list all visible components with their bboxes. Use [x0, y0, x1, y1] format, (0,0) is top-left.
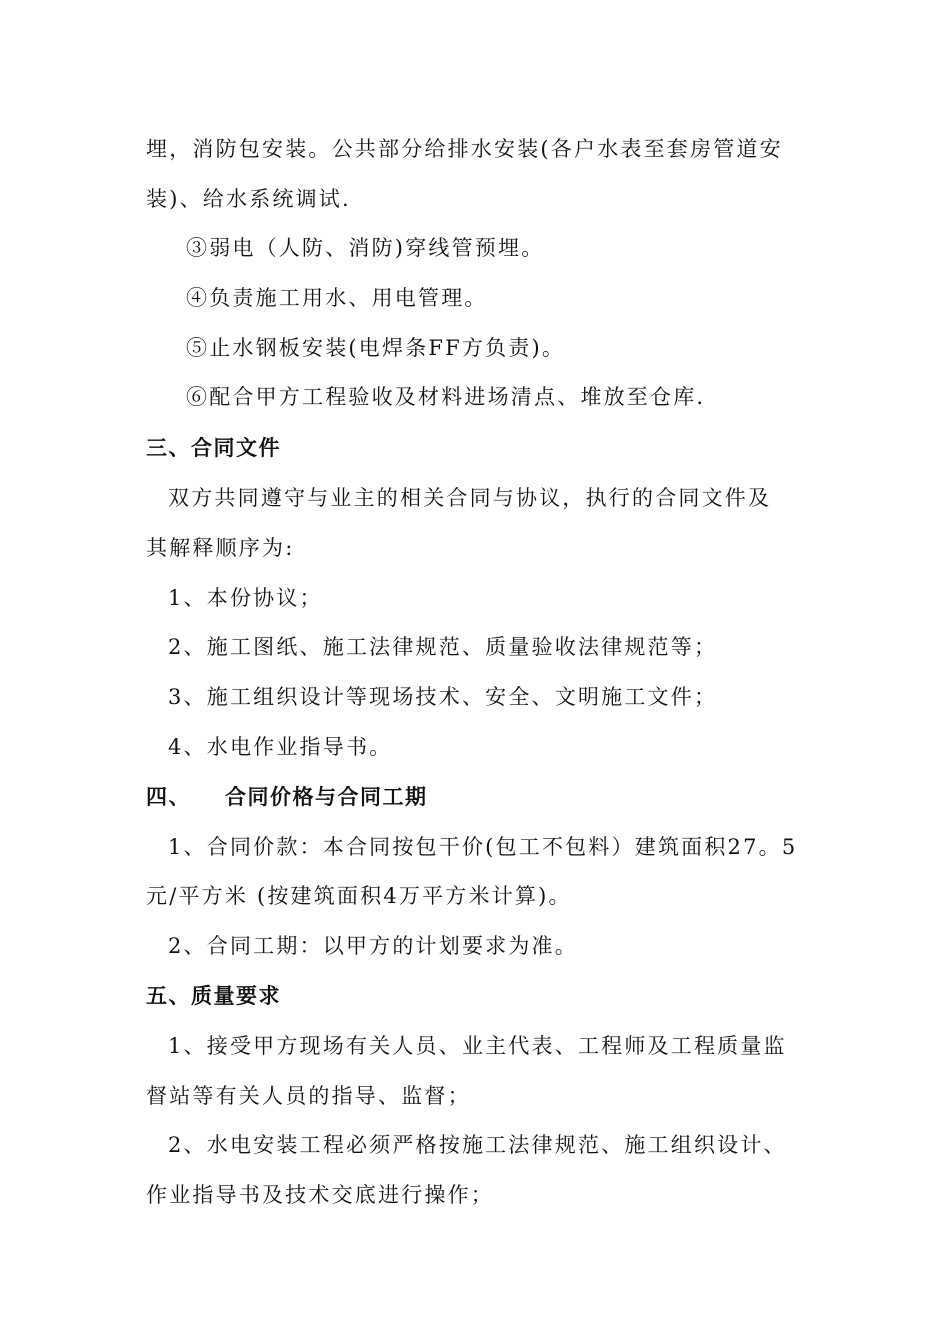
paragraph-line: 装)、给水系统调试.	[146, 187, 351, 211]
paragraph-line: 2、水电安装工程必须严格按施工法律规范、施工组织设计、	[168, 1133, 787, 1157]
list-item: 2、合同工期：以甲方的计划要求为准。	[168, 934, 578, 958]
paragraph-line: 埋，消防包安装。公共部分给排水安装(各户水表至套房管道安	[146, 137, 783, 161]
paragraph-line: 1、合同价款：本合同按包干价(包工不包料）建筑面积27。5	[168, 835, 798, 859]
list-item: 3、施工组织设计等现场技术、安全、文明施工文件；	[168, 685, 718, 709]
section-heading	[146, 782, 428, 812]
paragraph-line: 1、接受甲方现场有关人员、业主代表、工程师及工程质量监	[168, 1034, 787, 1058]
list-item: 4、水电作业指导书。	[168, 735, 393, 759]
paragraph-line: 作业指导书及技术交底进行操作；	[146, 1183, 494, 1207]
section-number: 四、	[146, 785, 191, 809]
list-item: 1、本份协议；	[168, 586, 323, 610]
paragraph-line: 其解释顺序为:	[146, 536, 295, 560]
section-heading: 五、质量要求	[146, 984, 281, 1008]
section-title: 合同价格与合同工期	[225, 785, 428, 809]
list-item: 2、施工图纸、施工法律规范、质量验收法律规范等；	[168, 635, 718, 659]
paragraph-line: 元/平方米 (按建筑面积4万平方米计算)。	[146, 884, 572, 908]
paragraph-line: 双方共同遵守与业主的相关合同与协议，执行的合同文件及	[168, 486, 772, 510]
list-item: ④负责施工用水、用电管理。	[186, 286, 488, 310]
list-item: ⑤止水钢板安装(电焊条FF方负责)。	[186, 336, 566, 360]
paragraph-line: 督站等有关人员的指导、监督；	[146, 1084, 471, 1108]
list-item: ③弱电（人防、消防)穿线管预埋。	[186, 236, 545, 260]
list-item: ⑥配合甲方工程验收及材料进场清点、堆放至仓库.	[186, 385, 706, 409]
section-heading: 三、合同文件	[146, 436, 281, 460]
